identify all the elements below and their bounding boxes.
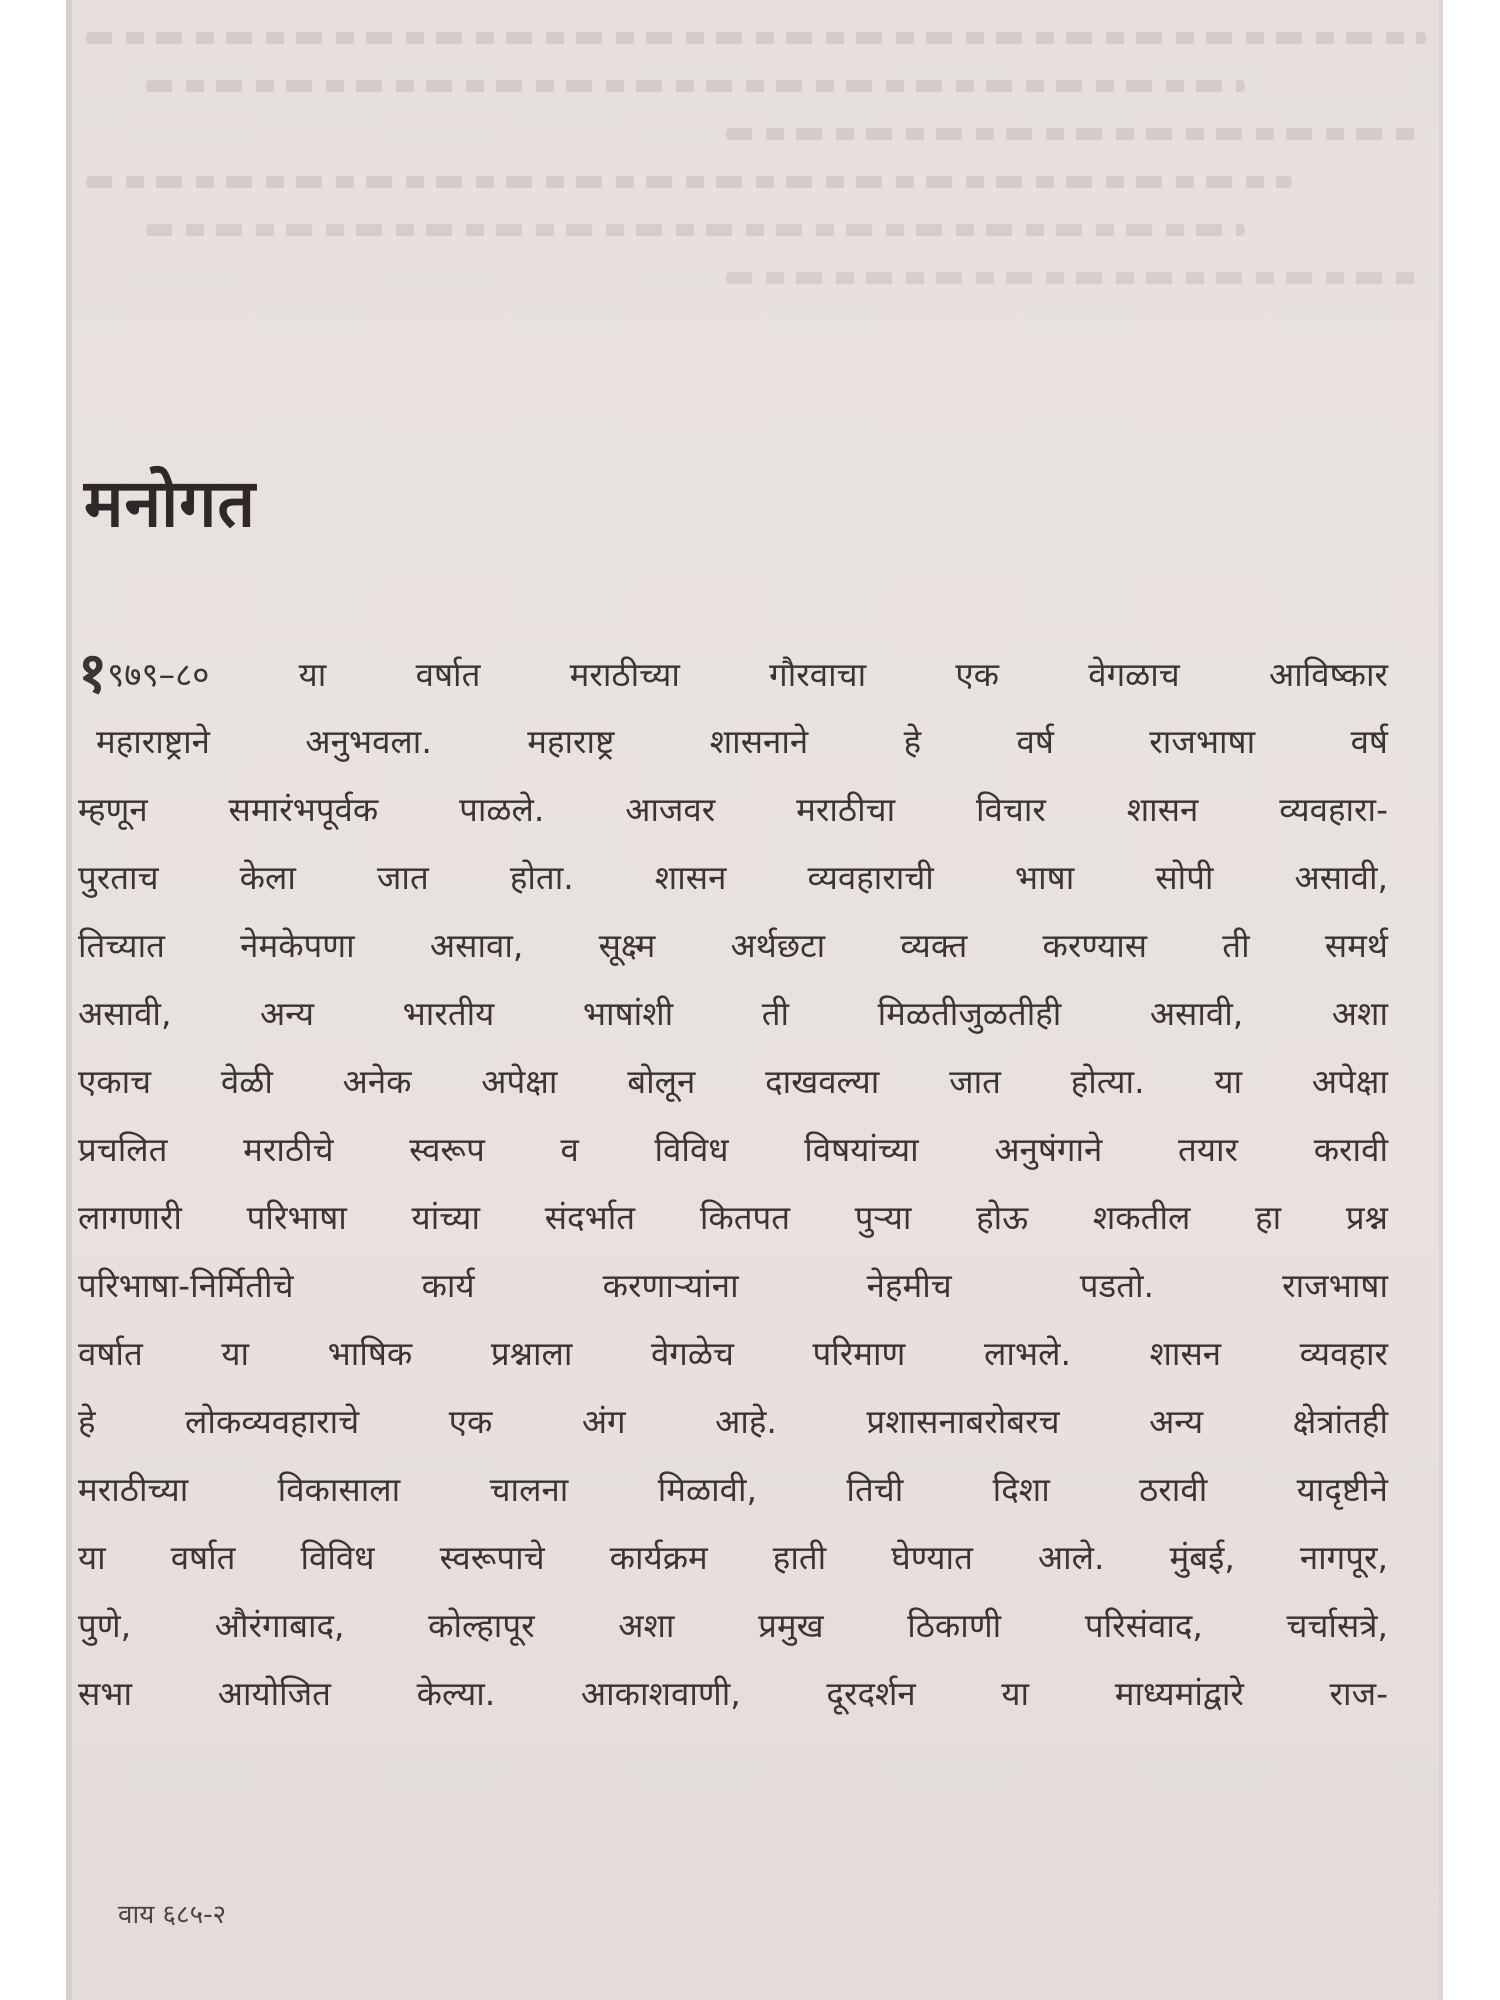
paper-right-edge xyxy=(1439,0,1443,2000)
text-line: परिभाषा-निर्मितीचे कार्य करणाऱ्यांना नेहमीच पडतो. राजभाषा xyxy=(78,1266,1388,1305)
paper-left-edge xyxy=(66,0,72,2000)
text-line: एकाच वेळी अनेक अपेक्षा बोलून दाखवल्या जात होत्या. या अपेक्षा xyxy=(78,1062,1388,1101)
page-footer: वाय ६८५-२ xyxy=(118,1900,226,1930)
drop-cap: १ xyxy=(78,641,108,706)
text-line: तिच्यात नेमकेपणा असावा, सूक्ष्म अर्थछटा व्यक्त करण्यास ती समर्थ xyxy=(78,926,1388,965)
text-line: महाराष्ट्राने अनुभवला. महाराष्ट्र शासनाने हे वर्ष राजभाषा वर्ष xyxy=(96,722,1388,761)
text-line: सभा आयोजित केल्या. आकाशवाणी, दूरदर्शन या माध्यमांद्वारे राज- xyxy=(78,1674,1388,1713)
body-text xyxy=(78,640,1388,1728)
bleed-stroke xyxy=(86,32,1426,44)
bleed-stroke xyxy=(146,224,1245,236)
text-line: पुरताच केला जात होता. शासन व्यवहाराची भाषा सोपी असावी, xyxy=(78,858,1388,897)
text-line: या वर्षात विविध स्वरूपाचे कार्यक्रम हाती घेण्यात आले. मुंबई, नागपूर, xyxy=(78,1538,1388,1577)
bleed-stroke xyxy=(86,176,1292,188)
text-line: हे लोकव्यवहाराचे एक अंग आहे. प्रशासनाबरोबरच अन्य क्षेत्रांतही xyxy=(78,1402,1388,1441)
text-line-content: ९७९–८० या वर्षात मराठीच्या गौरवाचा एक वेगळाच आविष्कार xyxy=(107,655,1388,694)
text-line: प्रचलित मराठीचे स्वरूप व विविध विषयांच्या अनुषंगाने तयार करावी xyxy=(78,1130,1388,1169)
bleed-stroke xyxy=(146,80,1245,92)
text-line: पुणे, औरंगाबाद, कोल्हापूर अशा प्रमुख ठिकाणी परिसंवाद, चर्चासत्रे, xyxy=(78,1606,1388,1645)
bleed-stroke xyxy=(726,272,1426,284)
text-line: मराठीच्या विकासाला चालना मिळावी, तिची दिशा ठरावी यादृष्टीने xyxy=(78,1470,1388,1509)
text-line: वर्षात या भाषिक प्रश्नाला वेगळेच परिमाण लाभले. शासन व्यवहार xyxy=(78,1334,1388,1373)
text-line xyxy=(78,640,1388,708)
bleed-stroke xyxy=(726,128,1426,140)
bleed-through-texture xyxy=(86,10,1426,450)
text-line: असावी, अन्य भारतीय भाषांशी ती मिळतीजुळतीही असावी, अशा xyxy=(78,994,1388,1033)
text-line: लागणारी परिभाषा यांच्या संदर्भात कितपत पुऱ्या होऊ शकतील हा प्रश्न xyxy=(78,1198,1388,1237)
text-line: म्हणून समारंभपूर्वक पाळले. आजवर मराठीचा विचार शासन व्यवहारा- xyxy=(78,790,1388,829)
page-title: मनोगत xyxy=(84,464,256,542)
